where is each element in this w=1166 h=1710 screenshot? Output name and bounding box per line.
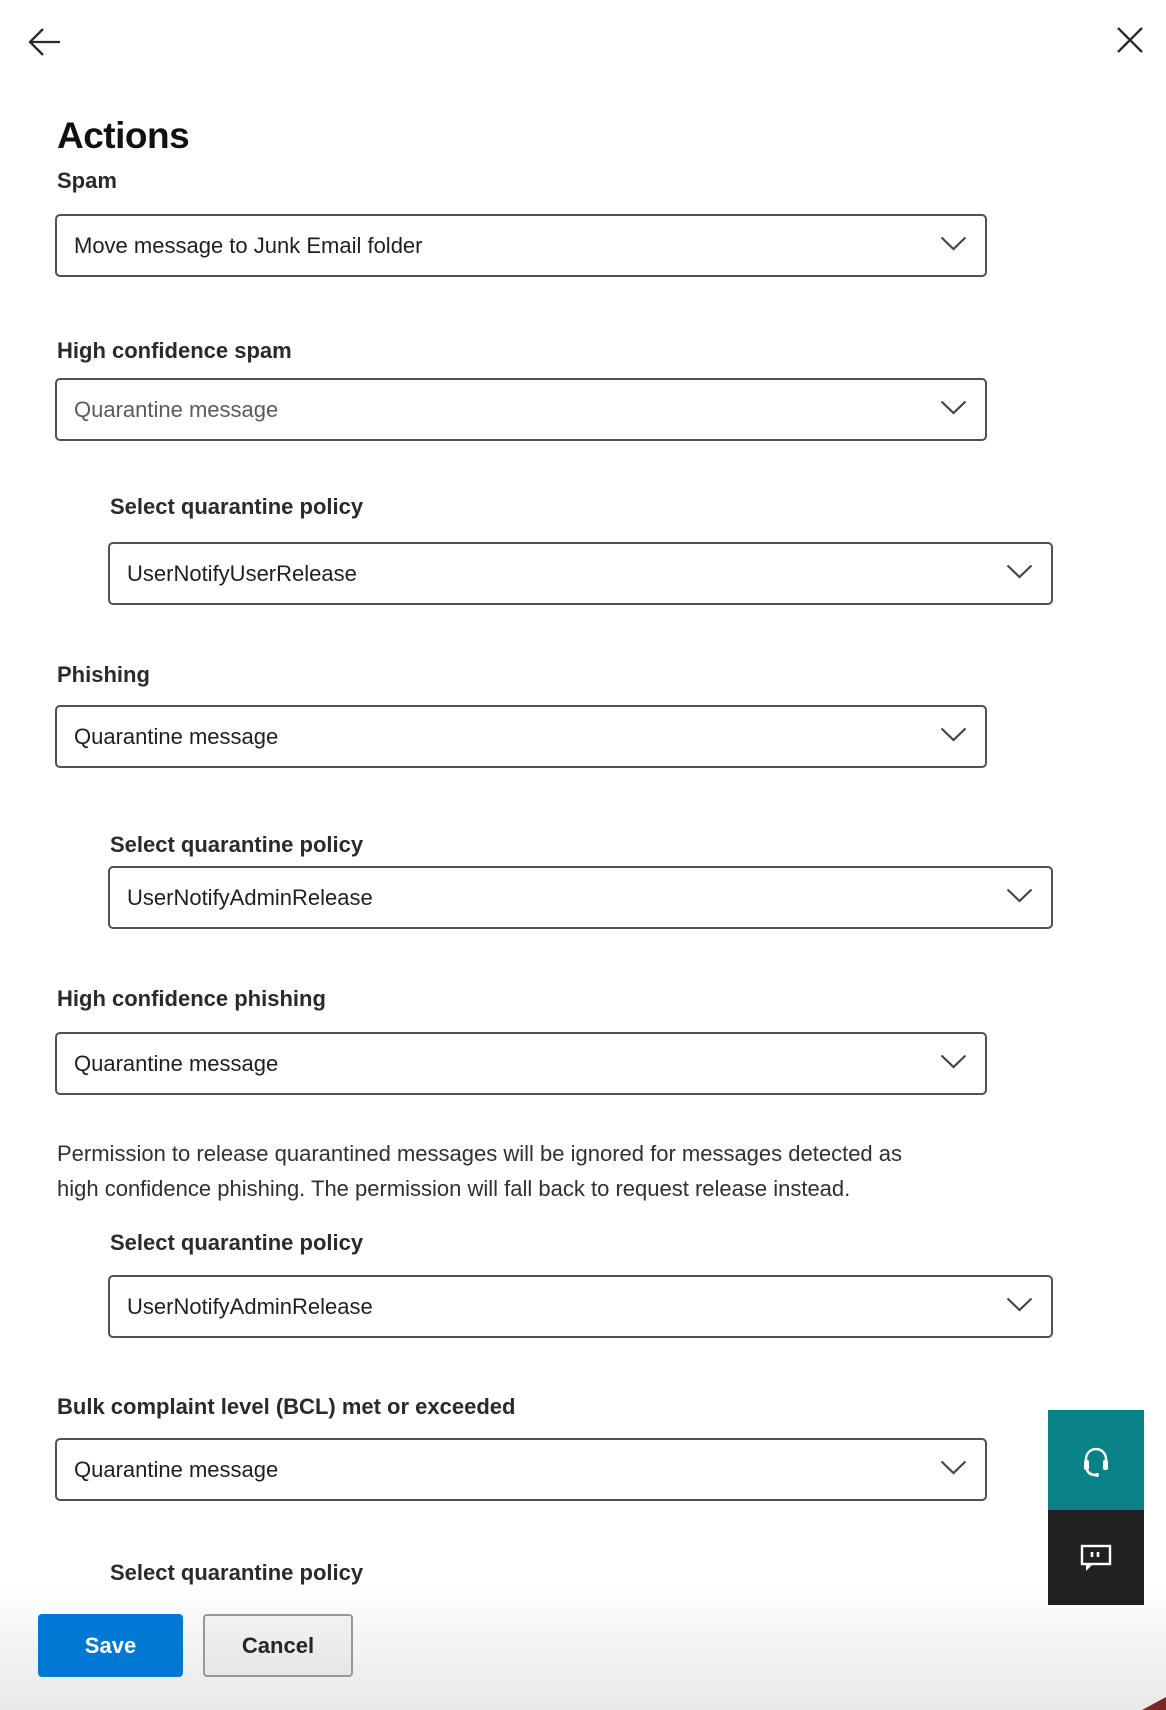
quarantine-policy-dropdown-3[interactable] (108, 1275, 1053, 1338)
cancel-button[interactable]: Cancel (203, 1614, 353, 1677)
footer-bar (0, 1586, 1166, 1710)
high-confidence-phishing-label: High confidence phishing (57, 986, 326, 1011)
close-icon (1116, 26, 1144, 54)
high-confidence-phishing-value: Quarantine message (74, 1050, 279, 1076)
quarantine-policy-label-2: Select quarantine policy (110, 832, 364, 857)
phishing-label: Phishing (57, 662, 150, 687)
headset-icon (1076, 1440, 1116, 1480)
quarantine-policy-value-2: UserNotifyAdminRelease (127, 884, 373, 910)
quarantine-policy-label-3: Select quarantine policy (110, 1230, 364, 1255)
spam-action-dropdown[interactable] (55, 214, 987, 277)
chevron-down-icon (1006, 564, 1033, 584)
arrow-left-icon (25, 25, 63, 59)
hcp-permission-note (57, 1136, 902, 1206)
corner-triangle (1142, 1697, 1166, 1710)
note-line-2: high confidence phishing. The permission will fall back to request release instead. (57, 1176, 851, 1201)
bcl-action-dropdown[interactable] (55, 1438, 987, 1501)
chevron-down-icon (1006, 888, 1033, 908)
phishing-action-value: Quarantine message (74, 723, 279, 749)
save-button[interactable]: Save (38, 1614, 183, 1677)
page-title: Actions (57, 114, 190, 156)
quarantine-policy-value-1: UserNotifyUserRelease (127, 560, 357, 586)
back-button[interactable] (22, 20, 66, 64)
quarantine-policy-dropdown-2[interactable] (108, 866, 1053, 929)
quarantine-policy-label-4-truncated: Select quarantine policy (110, 1560, 364, 1585)
chevron-down-icon (940, 1460, 967, 1480)
help-button[interactable] (1048, 1410, 1144, 1510)
chevron-down-icon (940, 1054, 967, 1074)
close-button[interactable] (1108, 18, 1152, 62)
high-confidence-spam-label: High confidence spam (57, 338, 292, 363)
quarantine-policy-dropdown-1[interactable] (108, 542, 1053, 605)
chevron-down-icon (940, 727, 967, 747)
quarantine-policy-label-1: Select quarantine policy (110, 494, 364, 519)
note-line-1: Permission to release quarantined messages will be ignored for messages detected as (57, 1141, 903, 1166)
spam-action-value: Move message to Junk Email folder (74, 232, 423, 258)
feedback-button[interactable] (1048, 1510, 1144, 1605)
phishing-action-dropdown[interactable] (55, 705, 987, 768)
bcl-label: Bulk complaint level (BCL) met or exceeded (57, 1394, 516, 1419)
high-confidence-spam-dropdown[interactable] (55, 378, 987, 441)
bcl-action-value: Quarantine message (74, 1456, 279, 1482)
spam-label: Spam (57, 168, 117, 193)
chat-bubble-icon (1077, 1539, 1115, 1577)
high-confidence-phishing-dropdown[interactable] (55, 1032, 987, 1095)
quarantine-policy-value-3: UserNotifyAdminRelease (127, 1293, 373, 1319)
high-confidence-spam-value: Quarantine message (74, 396, 279, 422)
chevron-down-icon (940, 400, 967, 420)
chevron-down-icon (1006, 1297, 1033, 1317)
chevron-down-icon (940, 236, 967, 256)
